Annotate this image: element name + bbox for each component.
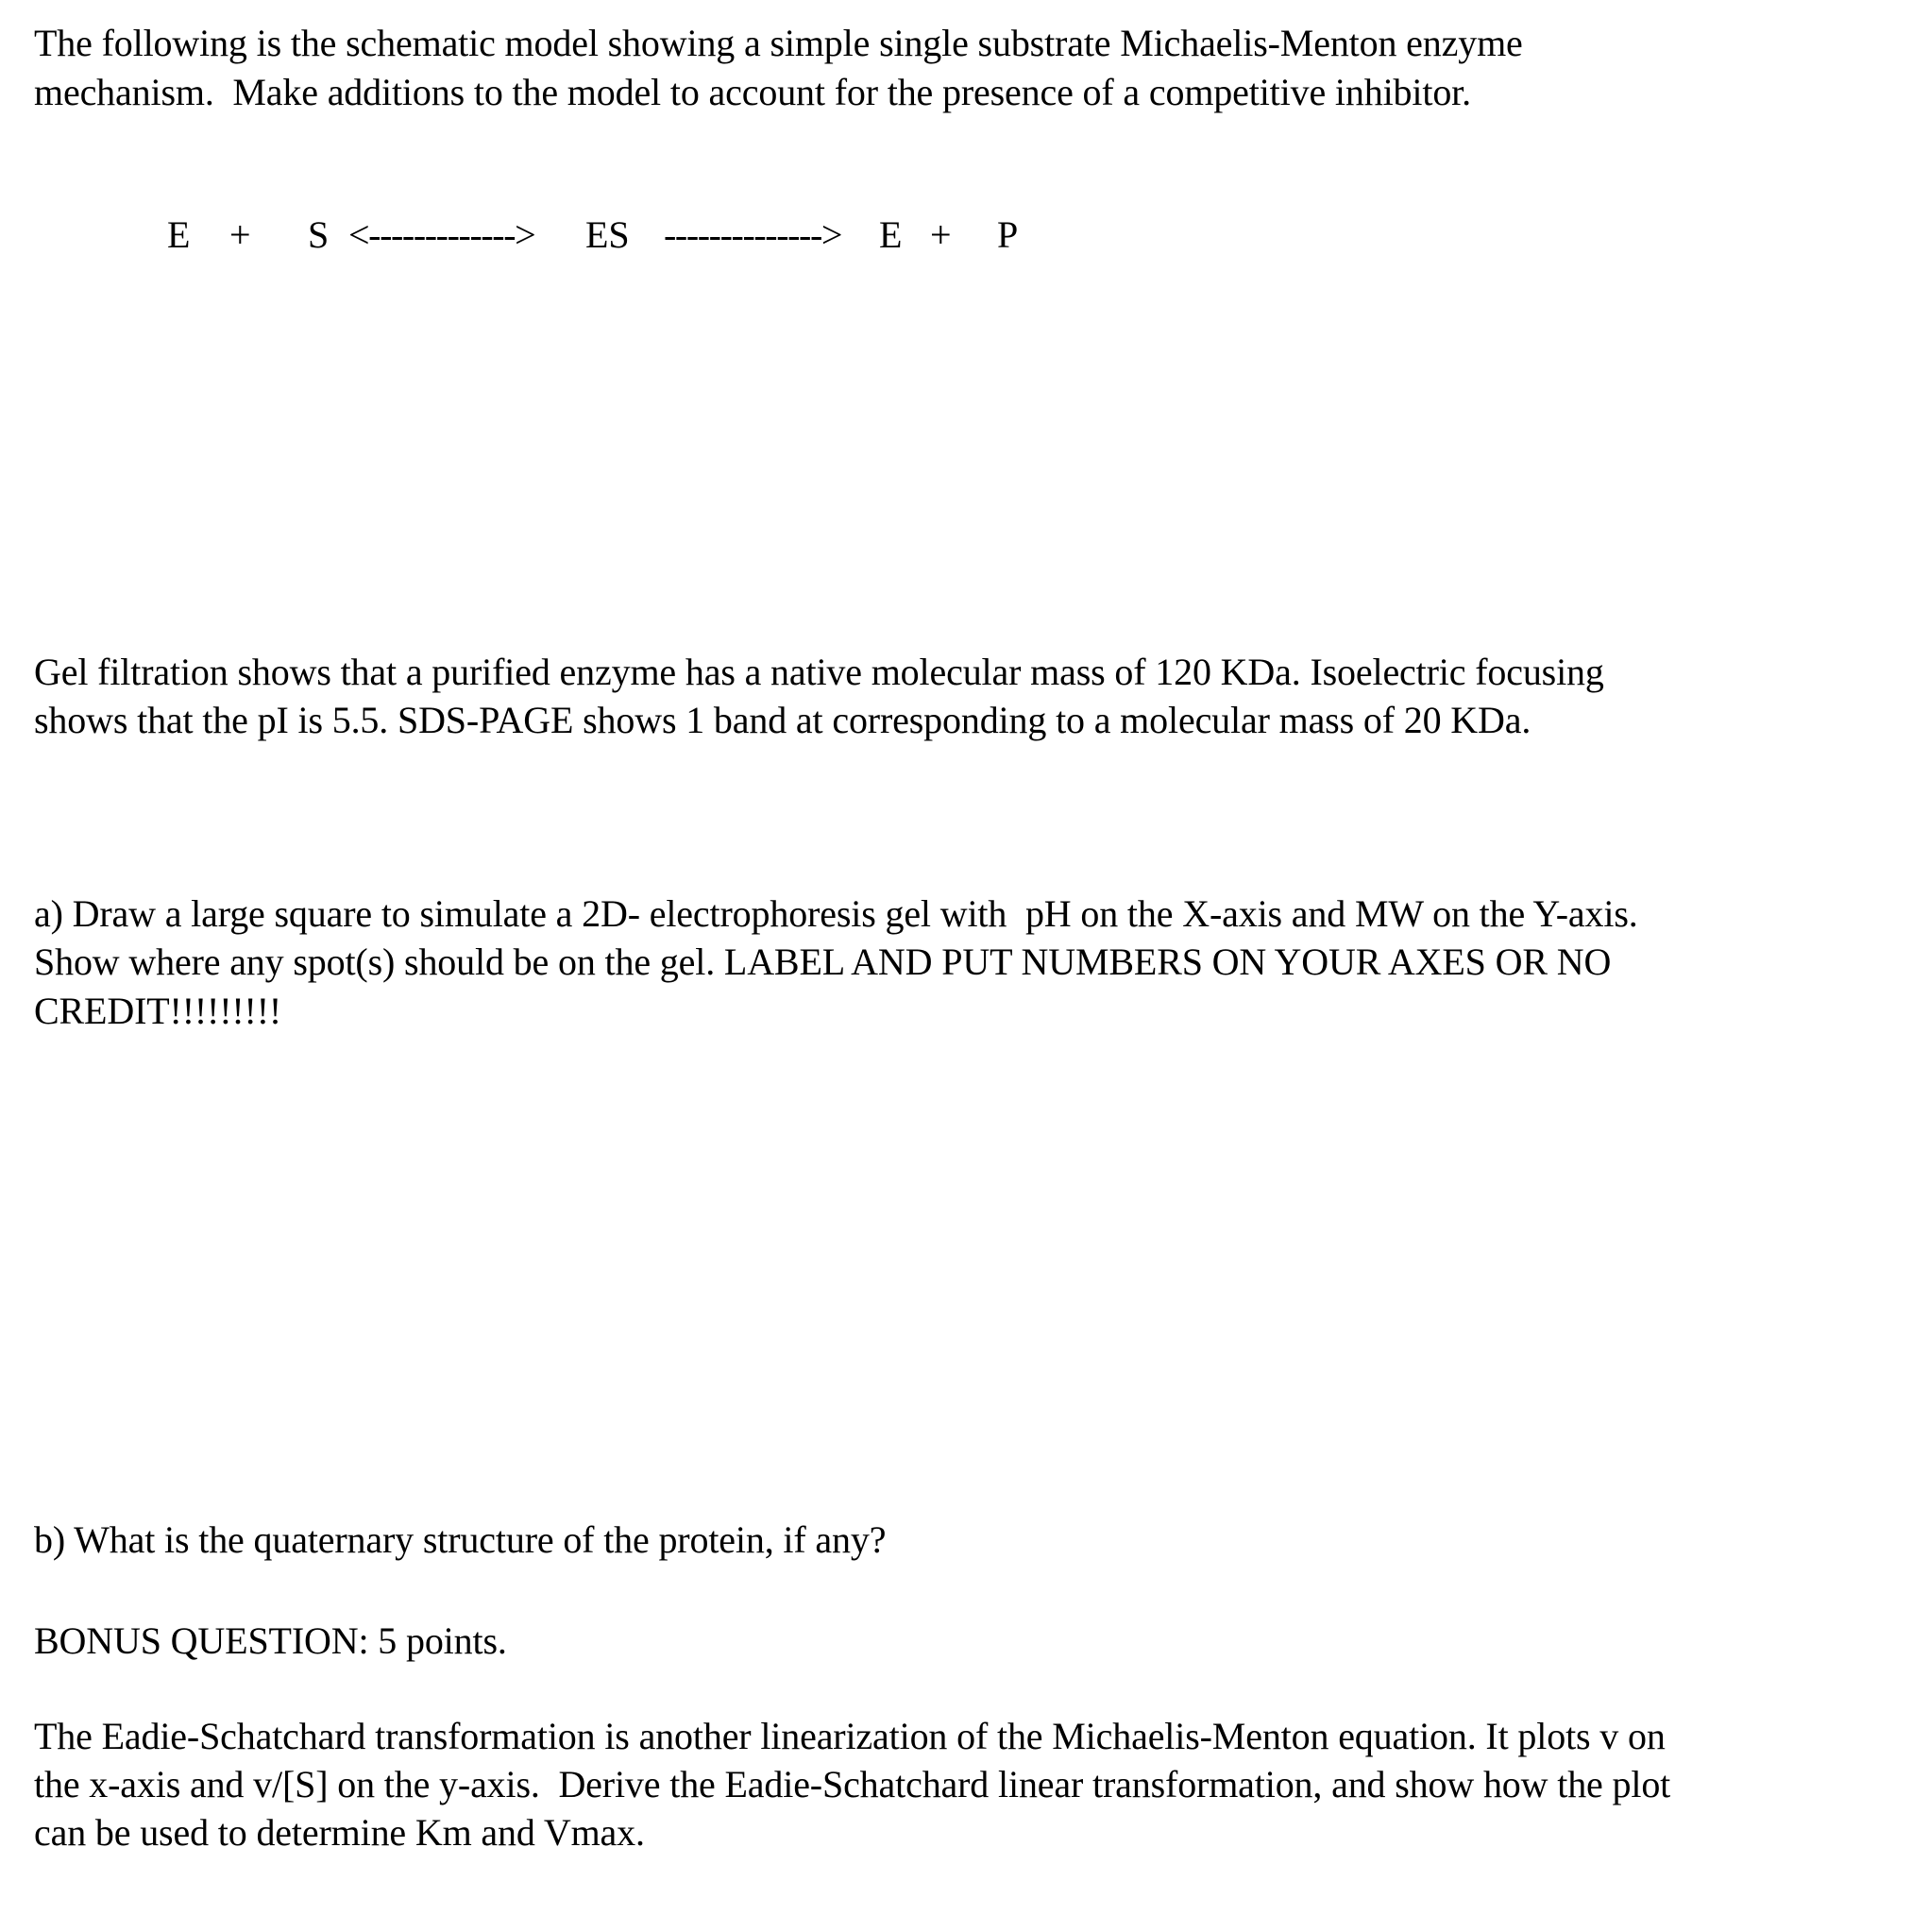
bonus-line-1: The Eadie-Schatchard transformation is another linearization of the Michaelis-Menton equation. It plots v on <box>34 1715 1666 1757</box>
equation-forward-arrow: --------------> <box>664 213 842 256</box>
equation-reversible-arrow: <-------------> <box>348 213 535 256</box>
equation-product: P <box>997 213 1019 256</box>
question-a-line-1: a) Draw a large square to simulate a 2D- electrophoresis gel with pH on the X-axis and MW on the Y-axis. <box>34 892 1638 935</box>
equation-complex: ES <box>585 213 630 256</box>
equation-substrate: S <box>308 213 330 256</box>
gel-paragraph-line-1: Gel filtration shows that a purified enzyme has a native molecular mass of 120 KDa. Isoelectric focusing <box>34 651 1604 693</box>
equation-plus-2: + <box>930 213 952 256</box>
question-a-line-2: Show where any spot(s) should be on the gel. LABEL AND PUT NUMBERS ON YOUR AXES OR NO <box>34 941 1612 983</box>
bonus-line-2: the x-axis and v/[S] on the y-axis. Derive the Eadie-Schatchard linear transformation, and show how the plot <box>34 1763 1671 1805</box>
equation-enzyme: E <box>167 213 191 256</box>
bonus-line-3: can be used to determine Km and Vmax. <box>34 1811 645 1854</box>
equation-plus-1: + <box>229 213 251 256</box>
question-a-line-3: CREDIT!!!!!!!!! <box>34 990 282 1032</box>
intro-line-2: mechanism. Make additions to the model to account for the presence of a competitive inhibitor. <box>34 71 1471 113</box>
intro-line-1: The following is the schematic model showing a simple single substrate Michaelis-Menton enzyme <box>34 22 1523 64</box>
equation-product-enzyme: E <box>879 213 903 256</box>
question-b: b) What is the quaternary structure of the protein, if any? <box>34 1518 887 1561</box>
bonus-heading: BONUS QUESTION: 5 points. <box>34 1619 507 1662</box>
gel-paragraph-line-2: shows that the pI is 5.5. SDS-PAGE shows 1 band at corresponding to a molecular mass of 20 KDa. <box>34 699 1531 741</box>
